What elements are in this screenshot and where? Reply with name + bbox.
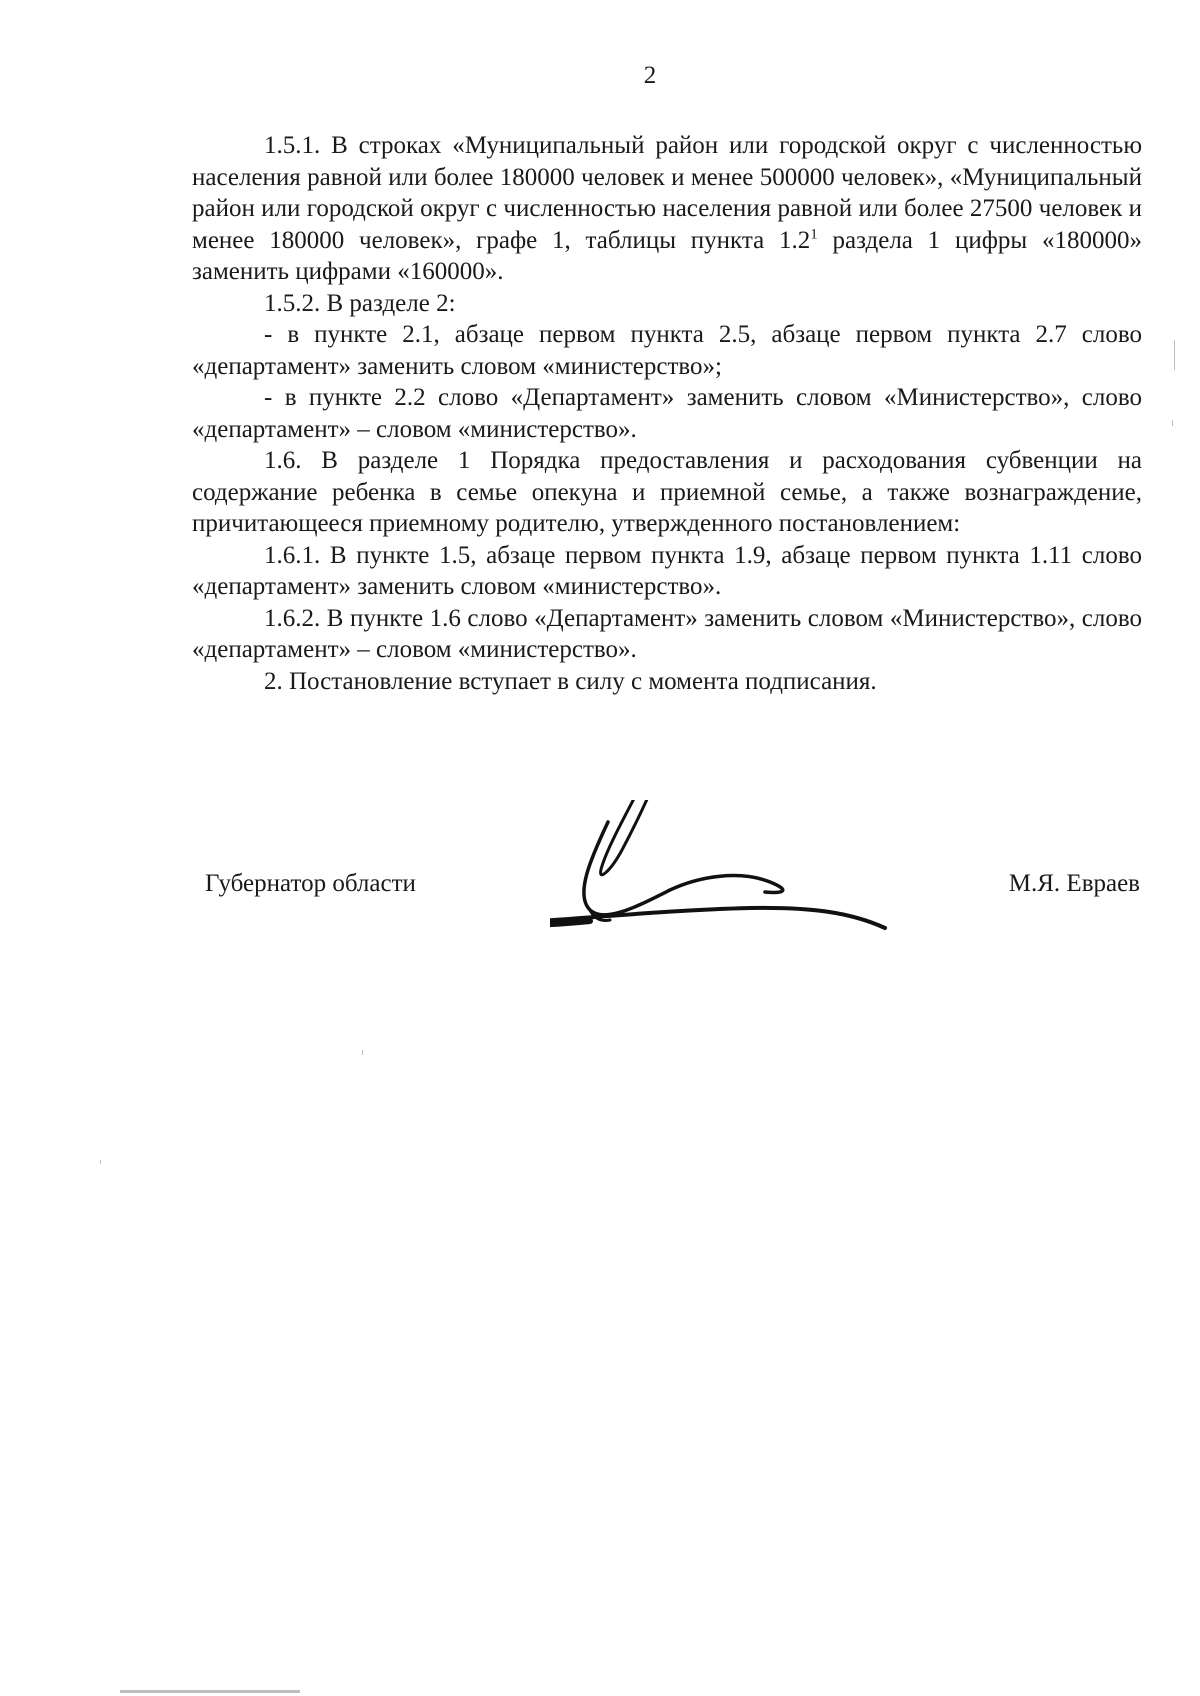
paragraph-1-6: 1.6. В разделе 1 Порядка предоставления и расходования субвенции на содержание ребенка в семье опекуна и приемной семье, а также вознаграждение, причитающееся приемному родителю, утвержденного постановлением: — [192, 447, 1142, 537]
signature-block — [0, 800, 1200, 1020]
document-body — [192, 130, 1142, 697]
paragraph-1-5-1-text-a: 1.5.1. В строках «Муниципальный район или городской округ с численностью населения равной или более 180000 человек и менее 500000 человек», «Муниципальный район или городской округ с численностью населения равной или более 27500 человек и менее 180000 человек», графе 1, таблицы пункта 1.2 — [192, 132, 1142, 254]
superscript: 1 — [810, 226, 818, 243]
paragraph-2: 2. Постановление вступает в силу с момента подписания. — [264, 667, 877, 695]
signatory-title: Губернатор области — [205, 870, 416, 897]
paragraph-1-6-1: 1.6.1. В пункте 1.5, абзаце первом пункта 1.9, абзаце первом пункта 1.11 слово «департамент» заменить словом «министерство». — [192, 541, 1142, 600]
scan-artifact — [1172, 420, 1173, 426]
scan-artifact — [120, 1690, 300, 1693]
paragraph-1-5-1 — [192, 130, 1142, 288]
paragraph-1-5-2-item-2: - в пункте 2.2 слово «Департамент» заменить словом «Министерство», слово «департамент» – словом «министерство». — [192, 384, 1142, 443]
scan-artifact — [100, 1160, 101, 1164]
paragraph-1-5-2: 1.5.2. В разделе 2: — [264, 289, 456, 317]
handwritten-signature-icon — [550, 800, 970, 1020]
paragraph-1-5-2-item-1: - в пункте 2.1, абзаце первом пункта 2.5, абзаце первом пункта 2.7 слово «департамент» заменить словом «министерство»; — [192, 321, 1142, 380]
signatory-name: М.Я. Евраев — [1008, 870, 1140, 897]
paragraph-1-5-1-text-b: раздела 1 цифры «180000» заменить цифрами «160000». — [192, 226, 1142, 285]
page-number: 2 — [643, 62, 657, 89]
paragraph-1-6-2: 1.6.2. В пункте 1.6 слово «Департамент» заменить словом «Министерство», слово «департамент» – словом «министерство». — [192, 604, 1142, 663]
scan-artifact — [362, 1050, 363, 1055]
scan-artifact — [1174, 340, 1175, 370]
